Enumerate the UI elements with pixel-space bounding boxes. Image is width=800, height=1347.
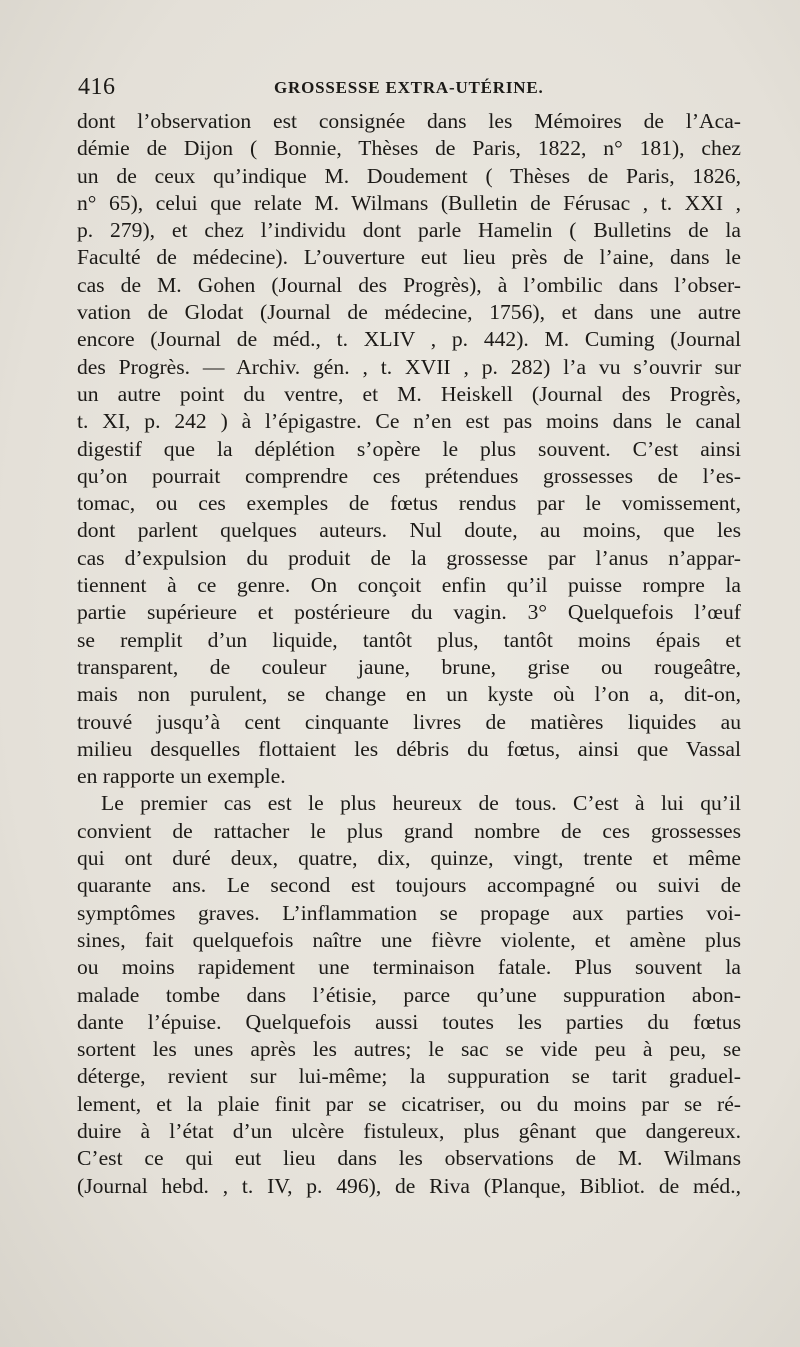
text-line: (Journal hebd. , t. IV, p. 496), de Riva (Planque, Bibliot. de méd., xyxy=(77,1173,741,1198)
text-line: convient de rattacher le plus grand nombre de ces grossesses xyxy=(77,818,741,843)
text-line: se remplit d’un liquide, tantôt plus, tantôt moins épais et xyxy=(77,627,741,652)
text-line: symptômes graves. L’inflammation se propage aux parties voi- xyxy=(77,900,741,925)
text-line: milieu desquelles flottaient les débris du fœtus, ainsi que Vassal xyxy=(77,736,741,761)
text-line: C’est ce qui eut lieu dans les observations de M. Wilmans xyxy=(77,1146,741,1171)
text-body xyxy=(77,108,741,1200)
text-line: qu’on pourrait comprendre ces prétendues grossesses de l’es- xyxy=(77,463,741,488)
text-line: transparent, de couleur jaune, brune, grise ou rougeâtre, xyxy=(77,654,741,679)
text-line: Le premier cas est le plus heureux de tous. C’est à lui qu’il xyxy=(101,791,741,816)
text-line: duire à l’état d’un ulcère fistuleux, plus gênant que dangereux. xyxy=(77,1118,741,1143)
text-line: tomac, ou ces exemples de fœtus rendus par le vomissement, xyxy=(77,491,741,516)
text-line: démie de Dijon ( Bonnie, Thèses de Paris, 1822, n° 181), chez xyxy=(77,136,741,161)
text-line: en rapporte un exemple. xyxy=(77,764,286,789)
text-line: sortent les unes après les autres; le sac se vide peu à peu, se xyxy=(77,1037,741,1062)
text-line: des Progrès. — Archiv. gén. , t. XVII , p. 282) l’a vu s’ouvrir sur xyxy=(77,354,741,379)
text-line: déterge, revient sur lui-même; la suppuration se tarit graduel- xyxy=(77,1064,741,1089)
text-line: un de ceux qu’indique M. Doudement ( Thèses de Paris, 1826, xyxy=(77,163,741,188)
page-number: 416 xyxy=(78,74,116,100)
text-line: lement, et la plaie finit par se cicatriser, ou du moins par se ré- xyxy=(77,1091,741,1116)
text-line: dont parlent quelques auteurs. Nul doute, au moins, que les xyxy=(77,518,741,543)
text-line: sines, fait quelquefois naître une fièvre violente, et amène plus xyxy=(77,927,741,952)
text-line: vation de Glodat (Journal de médecine, 1756), et dans une autre xyxy=(77,300,741,325)
text-line: cas d’expulsion du produit de la grossesse par l’anus n’appar- xyxy=(77,545,741,570)
text-line: p. 279), et chez l’individu dont parle Hamelin ( Bulletins de la xyxy=(77,218,741,243)
text-line: tiennent à ce genre. On conçoit enfin qu’il puisse rompre la xyxy=(77,573,741,598)
text-line: dante l’épuise. Quelquefois aussi toutes les parties du fœtus xyxy=(77,1009,741,1034)
text-line: partie supérieure et postérieure du vagin. 3° Quelquefois l’œuf xyxy=(77,600,741,625)
text-line: ou moins rapidement une terminaison fatale. Plus souvent la xyxy=(77,955,741,980)
text-line: quarante ans. Le second est toujours accompagné ou suivi de xyxy=(77,873,741,898)
page-header xyxy=(78,74,748,104)
text-line: digestif que la déplétion s’opère le plus souvent. C’est ainsi xyxy=(77,436,741,461)
text-line: dont l’observation est consignée dans les Mémoires de l’Aca- xyxy=(77,109,741,133)
running-title: GROSSESSE EXTRA-UTÉRINE. xyxy=(274,78,544,97)
text-line: qui ont duré deux, quatre, dix, quinze, vingt, trente et même xyxy=(77,846,741,871)
text-line: n° 65), celui que relate M. Wilmans (Bulletin de Férusac , t. XXI , xyxy=(77,190,741,215)
text-line: trouvé jusqu’à cent cinquante livres de matières liquides au xyxy=(77,709,741,734)
text-line: encore (Journal de méd., t. XLIV , p. 442). M. Cuming (Journal xyxy=(77,327,741,352)
text-line: Faculté de médecine). L’ouverture eut lieu près de l’aine, dans le xyxy=(77,245,741,270)
text-line: un autre point du ventre, et M. Heiskell (Journal des Progrès, xyxy=(77,381,741,406)
text-line: t. XI, p. 242 ) à l’épigastre. Ce n’en est pas moins dans le canal xyxy=(77,409,741,434)
text-line: malade tombe dans l’étisie, parce qu’une suppuration abon- xyxy=(77,982,741,1007)
text-line: cas de M. Gohen (Journal des Progrès), à l’ombilic dans l’obser- xyxy=(77,272,741,297)
text-line: mais non purulent, se change en un kyste où l’on a, dit-on, xyxy=(77,682,741,707)
